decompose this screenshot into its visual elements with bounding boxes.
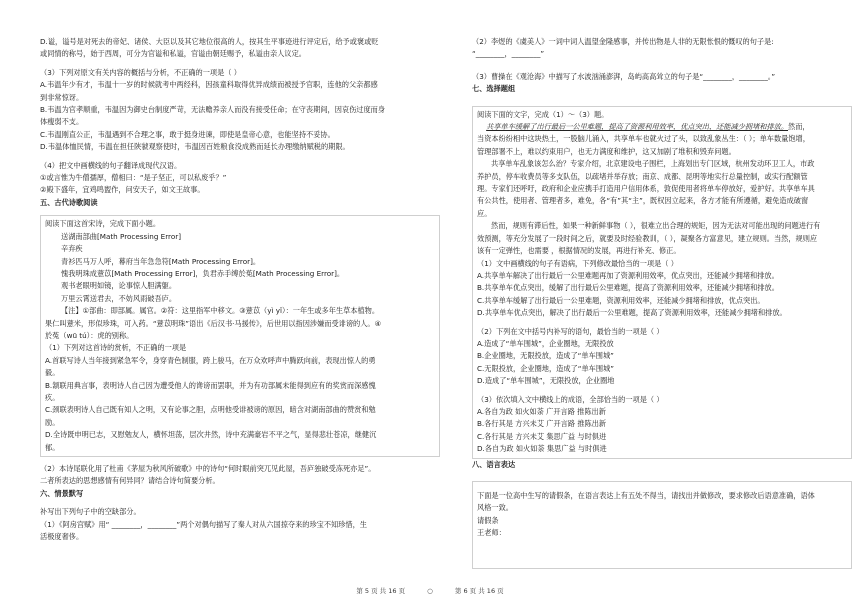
text-line: 补写出下列句子中的空缺部分。 [40, 507, 141, 517]
option-d: D.共享单车优点突出，解决了出行最后一公里难题，提高了资源利用效率，还能减少拥堵和排放。 [477, 308, 787, 318]
page-number-right: 第 6 页 共 16 页 [454, 587, 504, 595]
option-a: A.各自为政 如火如荼 广开言路 推陈出新 [477, 406, 606, 416]
option-a: A.首联写诗人当年接到紧急军令，身穿青色制服，跨上骏马，在万众欢呼声中腾跃向前，表现出惊人的勇 [45, 355, 376, 365]
text-line: 郁。 [45, 442, 60, 452]
text-line: 请假条 [477, 515, 499, 525]
text-line: 体瘦弱不支。 [40, 117, 84, 127]
reading-box [472, 106, 852, 459]
option-b: B.企业圈地，无限投放，造成了“单车围城” [477, 351, 614, 361]
question-stem: （2）本诗尾联化用了杜甫《茅屋为秋风所破歌》中的诗句“何时眼前突兀见此屋，吾庐独破受冻死亦足”。 [40, 464, 376, 473]
question-stem: （1）下列对这首诗的赏析，不正确的一项是 [45, 343, 187, 353]
text-line: 效预测，等充分发展了一段时间之后，就要及时经验教训，（ ），凝聚各方富意见，建立规则。当然，规则应 [477, 233, 818, 243]
section-heading-7: 七、选择题组 [472, 84, 516, 94]
poem-line: 愧我明珠成薏苡[Math Processing Error]，负君赤手缚於菟[Math Processing Error]。 [61, 268, 345, 278]
option-b: B.颔联用典言事，表明诗人自己因为遭受他人的谗谤而罢职，并为有功部属未能得到应有的奖赏而深感愧 [45, 380, 376, 390]
page-number-left: 第 5 页 共 16 页 [356, 587, 406, 595]
section-heading-6: 六、情景默写 [40, 488, 84, 498]
text-line: ②殿下盛年，宜鸡鸣盥作，问安天子，如文王故事。 [40, 185, 205, 195]
option-c: C.颈联表明诗人自己既有知人之明，又有论事之胆，点明他受诽被谤的原因，暗含对湖南部曲的赞赏和勉 [45, 405, 376, 415]
poem-line: 青衫匹马万人呼，幕府当年急急符[Math Processing Error]。 [61, 256, 261, 266]
text-line: 二者所表达的思想感情有何异同？请结合诗句简要分析。 [40, 476, 220, 486]
option-a: A.共享单车解决了出行最后一公里难题再加了资源利用效率，优点突出，还能减少拥堵和排放。 [477, 270, 779, 280]
text-line: 或同情的称号，始于西周，可分为官谥和私谥，官谥由朝廷赐予，私谥由亲人议定。 [40, 49, 306, 59]
question-stem: （3）下列对原文有关内容的概括与分析，不正确的一项是（ ） [40, 67, 241, 77]
separator-icon: ○ [427, 587, 433, 595]
option-a: A.造成了“单车围城”，企业圈地，无限投放 [477, 338, 614, 348]
option-b: B.各行其是 方兴未艾 广开言路 推陈出新 [477, 419, 607, 429]
poem-author: 辛弃疾 [61, 244, 83, 254]
text-line: 有公共性，使用者、管理者多，难免，各“有”其“主”，既权因立起来，各方才能有所遵循，避免造成破窗 [477, 196, 809, 206]
right-column [472, 36, 852, 569]
question-stem: （4）把文中画横线的句子翻译成现代汉语。 [40, 160, 182, 170]
section-heading-8: 八、语言表达 [472, 459, 516, 469]
essay-box [472, 481, 852, 569]
poem-box [40, 215, 440, 457]
section-heading-5: 五、古代诗歌阅读 [40, 197, 98, 207]
question-stem: （1）文中画横线的句子有语病，下列修改最恰当的一项是（ ） [477, 258, 678, 268]
text-line: 当资本纷纷相中这块热土，一股脑儿涌入，共享单车也就火过了头，以致乱象丛生：（ ）；单车数量饱增， [477, 134, 810, 144]
text-line: 共享单车乱象该怎么治？专家介绍，北京建设电子围栏，上海划出专门区域，杭州发动环卫工人，市政 [491, 159, 815, 169]
option-c: C.韦温刚直公正，韦温遇到不合理之事，敢于挺身进谏，即使是皇帝心意，也能坚持不妥协。 [40, 129, 335, 139]
option-c: C.共享单车缓解了出行最后一公里难题，资源利用效率，还能减少拥堵和排放，优点突出。 [477, 295, 765, 305]
text-span: 然而， [788, 122, 810, 132]
poem-note: 於菟（wū tú）：虎的别称。 [45, 330, 134, 340]
option-d: D.全诗既申明已志，又慰勉友人，横怀坦荡，层次井然，诗中充满豪岩不平之气，显得悲壮苍凉，继健沉 [45, 430, 377, 440]
text-line: 活极度奢侈。 [40, 532, 84, 542]
option-b: B.共享单车优点突出，缓解了出行最后公里难题，提高了资源利用效率，还能减少拥堵和排放。 [477, 283, 779, 293]
poem-line: 万里云霄送君去，不妨风雨破吾庐。 [61, 293, 177, 303]
text-line: 到非常惊讶。 [40, 92, 84, 102]
text-line: 下面是一位高中生写的请假条，在语言表达上有五处不得当，请找出并做修改，要求修改后语意准确，语体 [477, 491, 815, 500]
text-line: 风格一致。 [477, 503, 513, 513]
text-line: 疚。 [45, 392, 60, 402]
page-footer [0, 586, 860, 595]
poem-title: 送湖南部曲[Math Processing Error] [61, 231, 181, 241]
poem-note: 【注】①部曲：即部属。属官。②符：这里指军中移文。③薏苡（yì yǐ）：一年生或多年生草本植物。 [61, 306, 380, 316]
text-line: 阅读下面的文字，完成（1）～（3）题。 [477, 109, 609, 119]
text-line: 然而，规则有滞后性，如果一种新鲜事物（ ），很难立出合理的规矩，因为无法对可能出现的问题进行有 [491, 221, 821, 231]
poem-line: 观书老眼明如镜，论事惊人胆满躯。 [61, 281, 177, 291]
text-line: D.谥，谥号是对死去的帝妃、诸侯、大臣以及其它地位很高的人，按其生平事迹进行评定后，给予或褒或贬 [40, 37, 379, 46]
left-column [40, 36, 440, 543]
option-d: D.造成了“单车围城”，无限投放，企业圈地 [477, 376, 615, 386]
text-line: 励。 [45, 417, 60, 427]
underlined-sentence: 共享单车缓解了出行最后一公里难题，提高了资源利用效率，优点突出，还能减少拥堵和排放。 [486, 122, 789, 132]
option-c: C.无限投放，企业圈地，造成了“单车围城” [477, 363, 614, 373]
question-stem: （2）李煜的《虞美人》一词中词人温望金隆感事，并传出物是人非的无限怅恨的慨叹的句子是: [472, 37, 774, 46]
text-line: 该有一定弹性，也需要 ，根据情况的发展，再进行补充、修正。 [477, 246, 681, 256]
poem-note: 果仁叫薏米，形似珍珠，可入药。“薏苡明珠”语出《后汉书·马援传》，后世用以指因涉嫌而受诽谤的人。④ [45, 318, 382, 328]
option-d: D.各自为政 如火如荼 集思广益 与时俱进 [477, 444, 607, 454]
option-d: D.韦温体恤民情，韦温在担任陕虢观察使时，韦温因百姓粮食没成熟而延长办理缴纳赋税的期限。 [40, 142, 350, 152]
text-line: 王老师： [477, 528, 506, 538]
option-b: B.韦温为官孝顺重，韦温因为御史台制度严苛，无法赡养亲人而没有接受任命；在守丧期间，因哀伤过度而身 [40, 105, 386, 115]
text-line: 管理部署不上，难以约束用户，也无力满度和维护，这又加剧了堆积和毁弃问题。 [477, 146, 736, 156]
option-c: C.各行其是 方兴未艾 集思广益 与时俱进 [477, 431, 607, 441]
text-line: 养护员，停车收费员等多支队伍，以疏堵并举存放；南京、成都、昆明等地实行总量控制，或实行配额管 [477, 171, 808, 181]
question-stem: （2）下列在文中括号内补写的语句，最恰当的一项是（ ） [477, 326, 664, 336]
text-line: 毅。 [45, 368, 60, 378]
text-line: 理。专家们还呼吁，政府和企业应携手打造用户信用体系，敦促使用者将单车停放好，爱护好。共享单车具 [477, 184, 815, 194]
text-line: 应。 [477, 208, 492, 218]
text-line: 阅读下面这首宋诗，完成下面小题。 [45, 219, 161, 229]
question-stem: （3）依次填入文中横线上的成语，全部恰当的一项是（ ） [477, 394, 664, 404]
text-line: ①或言惟为牛僧孺厚，僧相曰：“是子坚正，可以私废乎？” [40, 173, 227, 183]
question-stem: （1）《阿房宫赋》用“ ________，________”两个对偶句描写了秦人对从六国掠夺来的珍宝不知珍惜，生 [40, 519, 367, 529]
question-stem: （3）曹操在《观沧海》中描写了水波汹涌澎湃，岛屿高高耸立的句子是“________，________。” [472, 71, 776, 81]
option-a: A.韦温年少有才，韦温十一岁的时候就考中两经科，因孩童科取得优异成绩而被授予官职，连他的父亲都感 [40, 80, 378, 90]
text-line: “________，________” [472, 49, 545, 59]
text-line [477, 121, 847, 133]
